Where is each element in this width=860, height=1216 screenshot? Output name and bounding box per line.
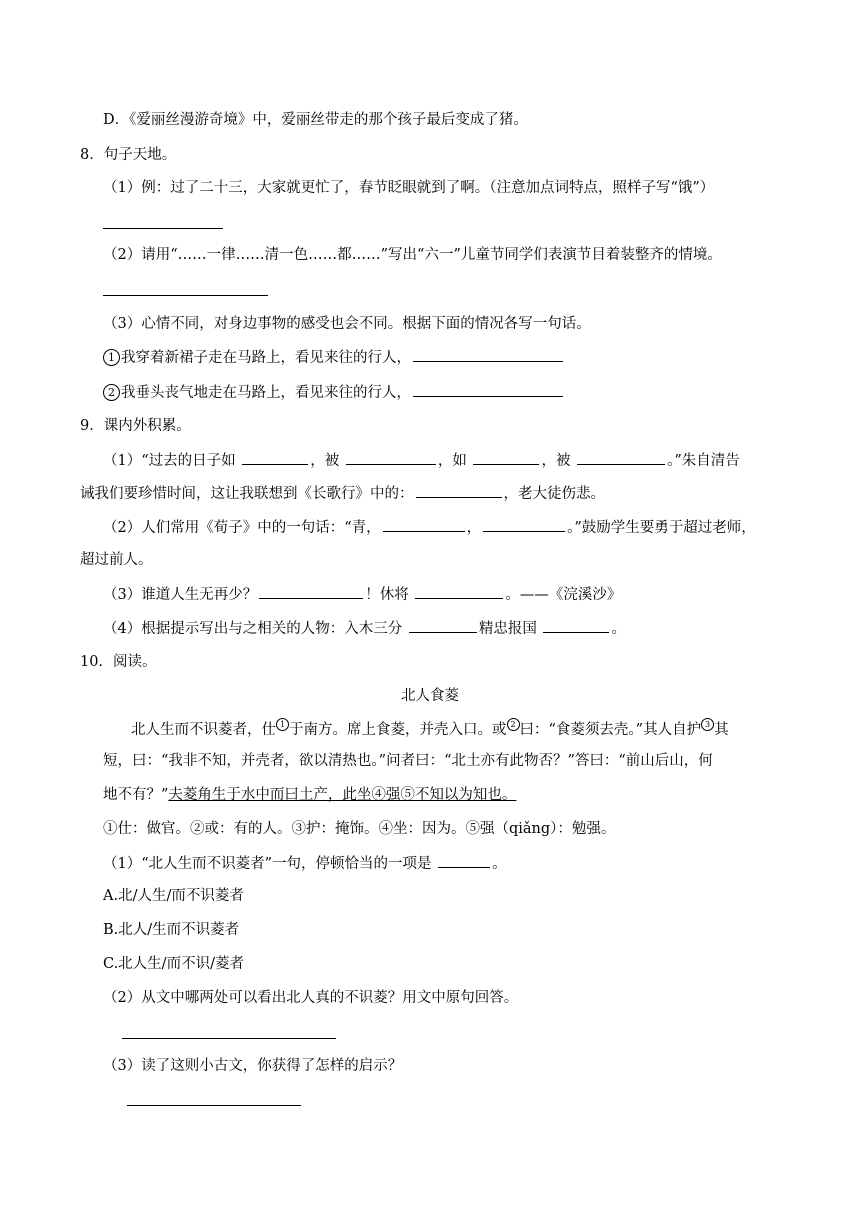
q9-p1-text-b: ，被 <box>310 453 340 469</box>
q9-p1-text-f: 诫我们要珍惜时间，这让我联想到《长歌行》中的： <box>80 486 414 502</box>
q8-item1-blank[interactable] <box>413 347 563 362</box>
q8-item1 <box>103 347 565 368</box>
q9-title: 9．课内外积累。 <box>80 418 191 434</box>
footnote-marker-2: 2 <box>507 718 520 731</box>
q8-item1-text: 我穿着新裙子走在马路上，看见来往的行人， <box>121 350 411 366</box>
q8-part2: （2）请用“……一律……清一色……都……”写出“六一”儿童节同学们表演节目着装整齐的情境。 <box>103 247 722 263</box>
q9-p4-text-c: 。 <box>611 621 626 637</box>
q9-part4 <box>103 618 626 639</box>
q9-p1-text-g: ，老大徒伤悲。 <box>503 486 605 502</box>
q8-item1-marker: 1 <box>103 349 120 366</box>
q9-p1-blank3[interactable] <box>473 450 539 465</box>
q9-p3-text-c: 。——《浣溪沙》 <box>505 587 622 603</box>
passage-underlined-sentence: 夫菱角生于水中而曰土产，此坐④强⑤不知以为知也。 <box>168 787 517 803</box>
footnote-marker-1: 1 <box>276 718 289 731</box>
q8-part1: （1）例：过了二十三，大家就更忙了，春节眨眼就到了啊。（注意加点词特点，照样子写“饿”） <box>103 180 715 196</box>
q9-part2-line2: 超过前人。 <box>80 552 153 568</box>
q9-p3-text-b: ！休将 <box>365 587 409 603</box>
q8-item2-marker: 2 <box>103 384 120 401</box>
q9-p4-text-b: 精忠报国 <box>478 621 537 637</box>
q9-p2-text-a: （2）人们常用《荀子》中的一句话：“青， <box>103 520 381 536</box>
q10-sub1-text: （1）“北人生而不识菱者”一句，停顿恰当的一项是 <box>103 856 432 872</box>
q9-part3 <box>103 584 621 605</box>
q9-p1-text-d: ，被 <box>541 453 571 469</box>
q10-sub1 <box>103 853 507 874</box>
q8-item2-blank[interactable] <box>413 382 563 397</box>
q9-p1-text-c: ，如 <box>437 453 467 469</box>
q9-p1-blank5[interactable] <box>416 483 502 498</box>
q10-option-a: A.北/人生/而不识菱者 <box>103 888 244 904</box>
q10-title: 10．阅读。 <box>80 654 157 670</box>
passage-l3-text-a: 地不有？” <box>103 787 169 803</box>
passage-title: 北人食菱 <box>401 688 459 704</box>
q8-part3: （3）心情不同，对身边事物的感受也会不同。根据下面的情况各写一句话。 <box>103 316 591 332</box>
passage-l1-text-a: 北人生而不识菱者，仕 <box>131 722 276 738</box>
q9-p1-blank4[interactable] <box>577 450 665 465</box>
q9-p3-text-a: （3）谁道人生无再少？ <box>103 587 258 603</box>
q9-p4-blank1[interactable] <box>409 618 477 633</box>
q9-p1-text-e: 。”朱自清告 <box>667 453 740 469</box>
passage-l1-text-b: 于南方。席上食菱，并壳入口。或 <box>289 722 507 738</box>
passage-l1-text-d: 其 <box>714 722 729 738</box>
q8-part2-answer-line[interactable] <box>103 295 268 296</box>
q8-part1-answer-line[interactable] <box>103 228 223 229</box>
q9-p3-blank2[interactable] <box>415 584 503 599</box>
q10-sub2: （2）从文中哪两处可以看出北人真的不识菱？用文中原句回答。 <box>103 990 519 1006</box>
q8-item2-text: 我垂头丧气地走在马路上，看见来往的行人， <box>121 385 411 401</box>
passage-notes: ①仕：做官。②或：有的人。③护：掩饰。④坐：因为。⑤强（qiǎng）：勉强。 <box>103 821 616 837</box>
q10-sub3-answer-line[interactable] <box>127 1105 301 1106</box>
q9-p1-blank2[interactable] <box>346 450 436 465</box>
passage-line3 <box>103 785 516 805</box>
q9-p3-blank1[interactable] <box>259 584 363 599</box>
q10-option-c: C.北人生/而不识/菱者 <box>103 956 244 972</box>
q10-sub3: （3）读了这则小古文，你获得了怎样的启示？ <box>103 1058 403 1074</box>
footnote-marker-3: 3 <box>701 718 714 731</box>
passage-line2: 短，曰：“我非不知，并壳者，欲以清热也。”问者曰：“北土亦有此物否？”答曰：“前山后山，何 <box>103 753 713 769</box>
q9-p2-text-b: ， <box>466 520 482 536</box>
q9-part1-line1 <box>103 450 740 471</box>
passage-l1-text-c: 曰：“食菱须去壳。”其人自护 <box>519 722 702 738</box>
q9-p2-text-c: 。”鼓励学生要勇于超过老师， <box>567 520 756 536</box>
q9-p1-blank1[interactable] <box>242 450 308 465</box>
q10-sub2-answer-line[interactable] <box>122 1038 336 1039</box>
q9-part2-line1 <box>103 517 756 538</box>
passage-line1 <box>131 718 729 740</box>
q10-option-b: B.北人/生而不识菱者 <box>103 922 240 938</box>
q9-p4-text-a: （4）根据提示写出与之相关的人物：入木三分 <box>103 621 403 637</box>
q10-sub1-blank[interactable] <box>438 853 490 868</box>
q9-p1-text-a: （1）“过去的日子如 <box>103 453 236 469</box>
q8-title: 8．句子天地。 <box>80 147 177 163</box>
q10-sub1-end: 。 <box>492 856 507 872</box>
q9-p2-blank2[interactable] <box>483 517 565 532</box>
q9-p4-blank2[interactable] <box>543 618 609 633</box>
q7-option-d: D．《爱丽丝漫游奇境》中，爱丽丝带走的那个孩子最后变成了猪。 <box>103 112 528 128</box>
q8-item2 <box>103 382 565 403</box>
q9-p2-blank1[interactable] <box>383 517 465 532</box>
q9-part1-line2 <box>80 483 605 504</box>
